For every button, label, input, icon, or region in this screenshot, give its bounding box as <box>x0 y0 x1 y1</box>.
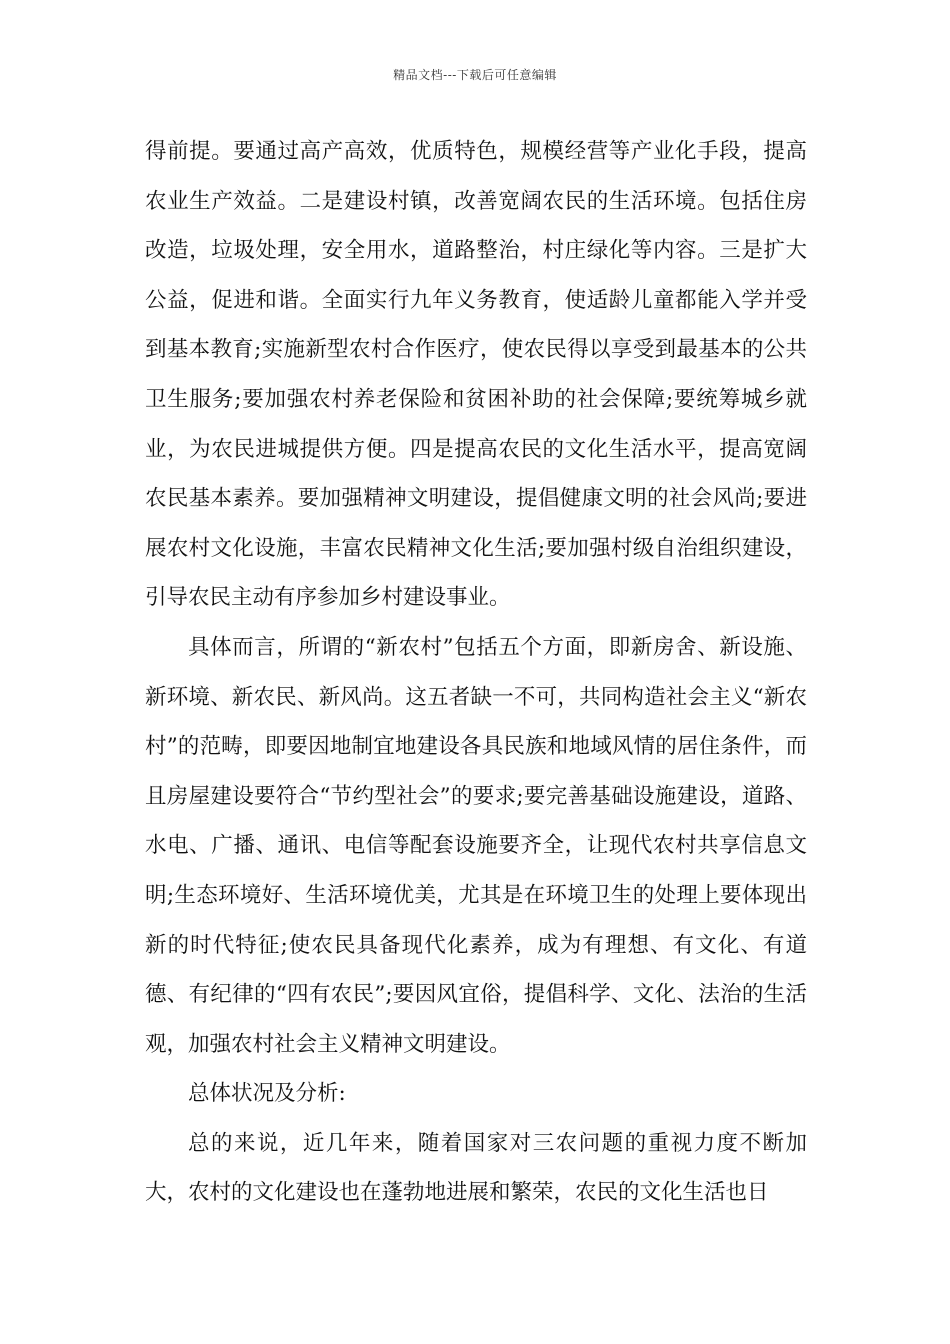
paragraph-new-village-definition: 具体而言，所谓的“新农村”包括五个方面，即新房舍、新设施、新环境、新农民、新风尚。这五者缺一不可，共同构造社会主义“新农村”的范畴，即要因地制宜地建设各具民族和地域风情的居住条件，而且房屋建设要符合“节约型社会”的要求;要完善基础设施建设，道路、水电、广播、通讯、电信等配套设施要齐全，让现代农村共享信息文明;生态环境好、生活环境优美，尤其是在环境卫生的处理上要体现出新的时代特征;使农民具备现代化素养，成为有理想、有文化、有道德、有纪律的“四有农民”;要因风宜俗，提倡科学、文化、法治的生活观，加强农村社会主义精神文明建设。 <box>145 634 807 1057</box>
paragraph-overall-summary: 总的来说，近几年来，随着国家对三农问题的重视力度不断加大，农村的文化建设也在蓬勃地进展和繁荣，农民的文化生活也日 <box>145 1130 807 1206</box>
document-body <box>145 127 807 1218</box>
section-heading-overall-analysis: 总体状况及分析: <box>188 1081 346 1107</box>
paragraph-continuation: 得前提。要通过高产高效，优质特色，规模经营等产业化手段，提高农业生产效益。二是建设村镇，改善宽阔农民的生活环境。包括住房改造，垃圾处理，安全用水，道路整治，村庄绿化等内容。三是扩大公益，促进和谐。全面实行九年义务教育，使适龄儿童都能入学并受到基本教育;实施新型农村合作医疗，使农民得以享受到最基本的公共卫生服务;要加强农村养老保险和贫困补助的社会保障;要统筹城乡就业，为农民进城提供方便。四是提高农民的文化生活水平，提高宽阔农民基本素养。要加强精神文明建设，提倡健康文明的社会风尚;要进展农村文化设施，丰富农民精神文化生活;要加强村级自治组织建设，引导农民主动有序参加乡村建设事业。 <box>145 139 807 611</box>
page-header: 精品文档---下载后可任意编辑 <box>393 68 557 82</box>
